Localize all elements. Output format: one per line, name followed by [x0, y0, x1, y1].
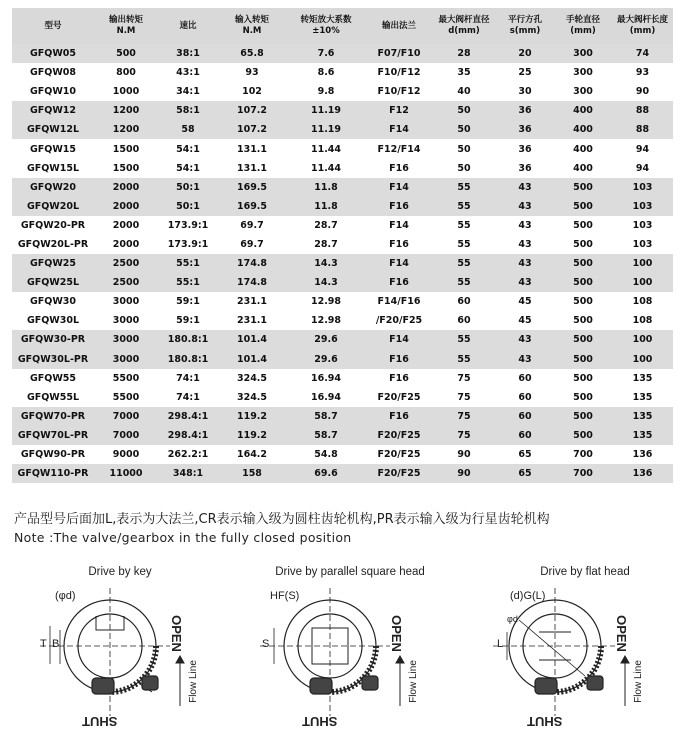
table-cell: 169.5	[236, 181, 268, 193]
table-cell: 298.4:1	[167, 410, 209, 422]
flow-line-label: Flow Line	[632, 660, 644, 703]
table-cell: 262.2:1	[167, 449, 209, 461]
table-cell: 43	[518, 353, 532, 365]
table-cell: 58.7	[314, 429, 338, 441]
column-header: 输出转矩 N.M	[108, 15, 143, 36]
column-header: 输出法兰	[381, 20, 416, 31]
dim-b-label: B	[52, 638, 60, 650]
table-cell: F07/F10	[377, 48, 421, 60]
table-cell: 36	[518, 124, 532, 136]
table-cell: 54.8	[314, 449, 338, 461]
table-cell: 101.4	[236, 334, 268, 346]
table-cell: 88	[635, 105, 650, 117]
table-cell: F14	[389, 181, 409, 193]
table-cell: 500	[573, 200, 593, 212]
table-cell: 60	[518, 410, 532, 422]
spec-table-header	[12, 8, 673, 44]
model-cell: GFQW08	[29, 67, 77, 79]
table-cell: F20/F25	[377, 391, 421, 403]
table-cell: 58:1	[176, 105, 200, 117]
table-cell: 60	[518, 429, 532, 441]
table-cell: 90	[457, 449, 471, 461]
table-cell: F20/F25	[377, 449, 421, 461]
table-row	[12, 292, 673, 311]
table-cell: F12/F14	[377, 143, 421, 155]
table-cell: 2000	[112, 200, 140, 212]
column-header: 输入转矩 N.M	[234, 15, 269, 36]
table-cell: 9000	[112, 449, 140, 461]
table-row	[12, 254, 673, 273]
note-english: Note :The valve/gearbox in the fully closed position	[14, 530, 352, 545]
column-header: 最大阀杆直径 d(mm)	[438, 15, 490, 36]
table-cell: 40	[457, 86, 471, 98]
table-cell: 14.3	[314, 277, 338, 289]
table-cell: F16	[389, 200, 409, 212]
model-cell: GFQW30L	[26, 315, 80, 327]
table-cell: 400	[573, 124, 593, 136]
table-cell: 324.5	[236, 391, 268, 403]
table-cell: 50:1	[176, 200, 200, 212]
table-cell: 136	[632, 449, 653, 461]
table-cell: 93	[245, 67, 259, 79]
table-cell: 43	[518, 334, 532, 346]
table-cell: 324.5	[236, 372, 268, 384]
table-cell: 75	[457, 391, 471, 403]
table-cell: 12.98	[310, 315, 342, 327]
table-cell: 60	[518, 391, 532, 403]
table-cell: 300	[573, 67, 593, 79]
table-cell: 500	[573, 372, 593, 384]
table-cell: 55:1	[176, 277, 200, 289]
table-cell: 136	[632, 468, 653, 480]
spec-table	[12, 8, 673, 483]
spec-table-body	[12, 44, 673, 483]
model-cell: GFQW110-PR	[17, 468, 89, 480]
column-header: 型号	[44, 20, 62, 31]
table-cell: 700	[573, 468, 593, 480]
table-cell: 500	[573, 391, 593, 403]
table-cell: 1000	[112, 86, 140, 98]
table-cell: 75	[457, 372, 471, 384]
diagram-drive-by-square-head	[250, 566, 450, 736]
table-cell: 174.8	[236, 277, 268, 289]
table-cell: 107.2	[236, 105, 268, 117]
table-cell: 45	[518, 296, 532, 308]
model-cell: GFQW12L	[26, 124, 80, 136]
shut-label: SHUT	[82, 714, 118, 729]
table-cell: 55	[457, 181, 471, 193]
model-cell: GFQW12	[29, 105, 77, 117]
table-cell: 11.44	[310, 143, 342, 155]
table-cell: 74	[635, 48, 650, 60]
model-cell: GFQW20L	[26, 200, 80, 212]
diagram-drive-by-key	[20, 566, 220, 736]
table-cell: 100	[632, 334, 653, 346]
table-cell: 38:1	[176, 48, 200, 60]
table-cell: 54:1	[176, 162, 200, 174]
table-cell: 36	[518, 162, 532, 174]
table-cell: 231.1	[236, 296, 268, 308]
table-cell: F14	[389, 219, 409, 231]
table-cell: 103	[632, 238, 653, 250]
model-cell: GFQW70-PR	[20, 410, 86, 422]
table-cell: 54:1	[176, 143, 200, 155]
table-cell: 55	[457, 258, 471, 270]
table-cell: 500	[573, 334, 593, 346]
table-cell: 29.6	[314, 334, 338, 346]
drive-by-square-label: HF(S)	[270, 590, 300, 602]
table-cell: 7000	[112, 429, 140, 441]
table-cell: 43	[518, 238, 532, 250]
table-cell: 69.6	[314, 468, 338, 480]
table-cell: 35	[457, 67, 471, 79]
table-cell: F20/F25	[377, 468, 421, 480]
table-cell: 74:1	[176, 391, 200, 403]
table-cell: 55	[457, 353, 471, 365]
table-row	[12, 273, 673, 292]
table-cell: 108	[632, 296, 653, 308]
table-cell: 100	[632, 277, 653, 289]
column-header: 手轮直径 (mm)	[565, 15, 600, 36]
dim-s-label: S	[262, 638, 270, 650]
table-cell: 169.5	[236, 200, 268, 212]
model-cell: GFQW70L-PR	[17, 429, 89, 441]
drive-by-flat-title: Drive by flat head	[540, 566, 630, 578]
table-row	[12, 350, 673, 369]
table-cell: 2000	[112, 238, 140, 250]
table-cell: 500	[573, 219, 593, 231]
table-cell: 180.8:1	[167, 353, 209, 365]
table-cell: 55:1	[176, 258, 200, 270]
table-cell: 50	[457, 105, 471, 117]
table-cell: 65	[518, 468, 532, 480]
table-cell: 50	[457, 143, 471, 155]
table-cell: 14.3	[314, 258, 338, 270]
open-label: OPEN	[388, 615, 404, 652]
table-cell: 8.6	[317, 67, 335, 79]
table-cell: 94	[635, 162, 650, 174]
table-cell: 5500	[112, 372, 140, 384]
dim-t-label: T	[40, 638, 47, 650]
table-cell: 2500	[112, 277, 140, 289]
drive-by-key-label: (φd)	[55, 590, 76, 602]
table-cell: 59:1	[176, 296, 200, 308]
table-cell: F14	[389, 334, 409, 346]
table-cell: 164.2	[236, 449, 268, 461]
table-cell: 88	[635, 124, 650, 136]
table-cell: 11.8	[314, 200, 338, 212]
table-cell: 173.9:1	[167, 219, 209, 231]
table-cell: 25	[518, 67, 532, 79]
table-cell: 102	[242, 86, 262, 98]
column-header: 转矩放大系数 ±10%	[300, 15, 352, 36]
table-row	[12, 216, 673, 235]
table-cell: 500	[573, 238, 593, 250]
table-cell: /F20/F25	[375, 315, 423, 327]
table-cell: 800	[116, 67, 136, 79]
table-cell: 12.98	[310, 296, 342, 308]
model-cell: GFQW90-PR	[20, 449, 86, 461]
table-cell: 43	[518, 277, 532, 289]
table-cell: 55	[457, 334, 471, 346]
drive-by-square-title: Drive by parallel square head	[275, 566, 425, 578]
table-cell: 100	[632, 353, 653, 365]
table-cell: 58	[181, 124, 195, 136]
table-cell: F12	[389, 105, 409, 117]
table-cell: 16.94	[310, 391, 342, 403]
table-cell: 29.6	[314, 353, 338, 365]
table-cell: 500	[573, 277, 593, 289]
table-cell: F10/F12	[377, 67, 421, 79]
table-cell: 298.4:1	[167, 429, 209, 441]
table-row	[12, 178, 673, 197]
table-cell: 1500	[112, 143, 140, 155]
table-cell: 500	[573, 429, 593, 441]
model-cell: GFQW05	[29, 48, 77, 60]
table-row	[12, 445, 673, 464]
table-cell: F16	[389, 372, 409, 384]
table-cell: 135	[632, 410, 653, 422]
table-cell: 1500	[112, 162, 140, 174]
table-cell: 50	[457, 124, 471, 136]
table-cell: 103	[632, 200, 653, 212]
table-cell: F10/F12	[377, 86, 421, 98]
table-cell: 69.7	[240, 238, 264, 250]
table-cell: 3000	[112, 315, 140, 327]
table-cell: 43	[518, 219, 532, 231]
table-cell: 400	[573, 162, 593, 174]
table-cell: 55	[457, 200, 471, 212]
table-cell: 119.2	[236, 410, 268, 422]
table-row	[12, 311, 673, 330]
table-cell: 3000	[112, 334, 140, 346]
table-cell: 55	[457, 238, 471, 250]
table-cell: 231.1	[236, 315, 268, 327]
note-chinese: 产品型号后面加L,表示为大法兰,CR表示输入级为圆柱齿轮机构,PR表示输入级为行星齿轮机构	[14, 512, 550, 527]
table-cell: 28	[457, 48, 471, 60]
model-cell: GFQW30-PR	[20, 334, 86, 346]
table-cell: 58.7	[314, 410, 338, 422]
table-row	[12, 197, 673, 216]
table-cell: 101.4	[236, 353, 268, 365]
table-cell: 90	[635, 86, 650, 98]
model-cell: GFQW25L	[26, 277, 80, 289]
table-cell: 90	[457, 468, 471, 480]
table-cell: 135	[632, 372, 653, 384]
table-row	[12, 407, 673, 426]
table-cell: 65	[518, 449, 532, 461]
table-cell: 348:1	[172, 468, 204, 480]
table-cell: F14	[389, 258, 409, 270]
table-cell: 43:1	[176, 67, 200, 79]
table-cell: 500	[573, 410, 593, 422]
table-cell: 180.8:1	[167, 334, 209, 346]
table-cell: 400	[573, 143, 593, 155]
column-header: 平行方孔 s(mm)	[507, 15, 542, 36]
table-cell: 60	[457, 296, 471, 308]
table-cell: 20	[518, 48, 532, 60]
table-cell: 55	[457, 219, 471, 231]
flow-line-label: Flow Line	[407, 660, 419, 703]
open-label: OPEN	[168, 615, 184, 652]
table-cell: F16	[389, 238, 409, 250]
table-row	[12, 139, 673, 158]
model-cell: GFQW20	[29, 181, 77, 193]
model-cell: GFQW55L	[26, 391, 80, 403]
table-cell: 500	[573, 296, 593, 308]
table-cell: 5500	[112, 391, 140, 403]
model-cell: GFQW15	[29, 143, 77, 155]
column-header: 最大阀杆长度 (mm)	[616, 15, 668, 36]
table-cell: 93	[635, 67, 650, 79]
table-cell: 135	[632, 429, 653, 441]
table-cell: 9.8	[317, 86, 335, 98]
table-cell: 65.8	[240, 48, 264, 60]
table-cell: 174.8	[236, 258, 268, 270]
table-cell: 11.19	[310, 105, 342, 117]
drive-by-key-drawing	[20, 566, 220, 736]
table-cell: 60	[457, 315, 471, 327]
model-cell: GFQW55	[29, 372, 77, 384]
table-row	[12, 120, 673, 139]
table-cell: 7.6	[317, 48, 335, 60]
table-cell: 2000	[112, 219, 140, 231]
table-cell: 43	[518, 181, 532, 193]
table-cell: 11000	[109, 468, 143, 480]
table-cell: 16.94	[310, 372, 342, 384]
table-cell: 100	[632, 258, 653, 270]
diagram-drive-by-flat-head	[485, 566, 684, 736]
table-cell: 36	[518, 143, 532, 155]
table-row	[12, 159, 673, 178]
table-row	[12, 388, 673, 407]
table-cell: 30	[518, 86, 532, 98]
table-cell: 2500	[112, 258, 140, 270]
table-cell: 1200	[112, 124, 140, 136]
table-cell: 400	[573, 105, 593, 117]
table-cell: 108	[632, 315, 653, 327]
table-cell: 500	[573, 353, 593, 365]
table-cell: 300	[573, 86, 593, 98]
table-cell: 103	[632, 181, 653, 193]
drive-by-flat-label: (d)G(L)	[510, 590, 546, 602]
table-cell: 500	[573, 181, 593, 193]
table-cell: 75	[457, 429, 471, 441]
table-cell: F16	[389, 353, 409, 365]
model-cell: GFQW20-PR	[20, 219, 86, 231]
model-cell: GFQW15L	[26, 162, 80, 174]
table-row	[12, 101, 673, 120]
table-cell: F16	[389, 277, 409, 289]
table-cell: 3000	[112, 296, 140, 308]
table-cell: 173.9:1	[167, 238, 209, 250]
drive-by-key-title: Drive by key	[88, 566, 152, 578]
table-row	[12, 82, 673, 101]
model-cell: GFQW30	[29, 296, 77, 308]
table-row	[12, 63, 673, 82]
table-cell: F16	[389, 162, 409, 174]
table-cell: 135	[632, 391, 653, 403]
table-cell: 131.1	[236, 143, 268, 155]
table-row	[12, 235, 673, 254]
table-cell: 28.7	[314, 238, 338, 250]
table-cell: 94	[635, 143, 650, 155]
open-label: OPEN	[613, 615, 629, 652]
model-cell: GFQW25	[29, 258, 77, 270]
table-cell: F14	[389, 124, 409, 136]
table-cell: 7000	[112, 410, 140, 422]
table-cell: 131.1	[236, 162, 268, 174]
table-cell: 36	[518, 105, 532, 117]
table-cell: 45	[518, 315, 532, 327]
flow-line-label: Flow Line	[187, 660, 199, 703]
table-cell: 75	[457, 410, 471, 422]
table-cell: 69.7	[240, 219, 264, 231]
table-cell: 3000	[112, 353, 140, 365]
table-cell: 500	[573, 315, 593, 327]
table-cell: 11.8	[314, 181, 338, 193]
table-cell: 43	[518, 258, 532, 270]
table-row	[12, 369, 673, 388]
table-cell: F16	[389, 410, 409, 422]
table-cell: 43	[518, 200, 532, 212]
table-cell: 28.7	[314, 219, 338, 231]
table-cell: 50	[457, 162, 471, 174]
table-cell: 50:1	[176, 181, 200, 193]
column-header: 速比	[179, 20, 197, 31]
table-cell: 34:1	[176, 86, 200, 98]
table-cell: 74:1	[176, 372, 200, 384]
table-row	[12, 464, 673, 483]
table-row	[12, 426, 673, 445]
table-cell: 300	[573, 48, 593, 60]
table-cell: 500	[116, 48, 136, 60]
model-cell: GFQW20L-PR	[17, 238, 89, 250]
table-cell: 11.44	[310, 162, 342, 174]
table-cell: 500	[573, 258, 593, 270]
table-cell: 158	[242, 468, 262, 480]
table-cell: 1200	[112, 105, 140, 117]
table-row	[12, 44, 673, 63]
table-cell: 55	[457, 277, 471, 289]
table-cell: 59:1	[176, 315, 200, 327]
dim-phi-d-label: φd	[507, 614, 518, 624]
table-cell: 2000	[112, 181, 140, 193]
table-cell: 103	[632, 219, 653, 231]
table-cell: 11.19	[310, 124, 342, 136]
model-cell: GFQW30L-PR	[17, 353, 89, 365]
table-row	[12, 330, 673, 349]
table-cell: 107.2	[236, 124, 268, 136]
table-cell: 60	[518, 372, 532, 384]
table-cell: 700	[573, 449, 593, 461]
model-cell: GFQW10	[29, 86, 77, 98]
shut-label: SHUT	[302, 714, 338, 729]
table-cell: F20/F25	[377, 429, 421, 441]
table-cell: F14/F16	[377, 296, 421, 308]
dim-l-label: L	[497, 638, 504, 650]
table-cell: 119.2	[236, 429, 268, 441]
shut-label: SHUT	[527, 714, 563, 729]
